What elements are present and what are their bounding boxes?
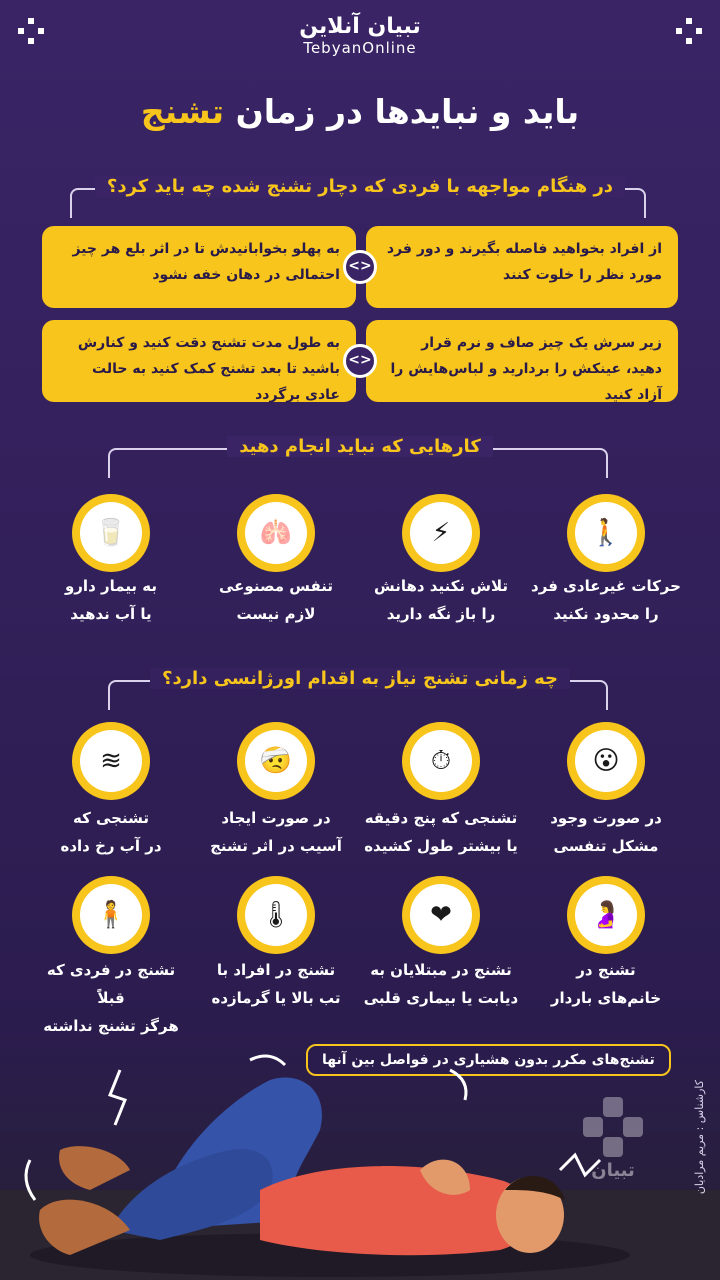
section1-heading: در هنگام مواجهه با فردی که دچار تشنج شده چه باید کرد؟ [0, 176, 720, 197]
arrows-icon: <> [343, 344, 377, 378]
water-waves-icon: ≋ [72, 722, 150, 800]
dont-label-4: به بیمار دارو یا آب ندهید [64, 577, 158, 623]
emergency-label-6: تشنج در مبتلایان به دیابت یا بیماری قلبی [363, 961, 519, 1007]
breathing-problem-icon: 😮 [567, 722, 645, 800]
emergency-label-8: تشنج در فردی که قبلاً هرگز تشنج نداشته [43, 961, 179, 1035]
water-glass-icon: 🥛 [72, 494, 150, 572]
heart-icon: ❤ [402, 876, 480, 954]
emergency-label-5: تشنج در خانم‌های باردار [550, 961, 662, 1007]
watermark-text: تبیان [591, 1160, 635, 1181]
pregnant-woman-icon: 🤰 [567, 876, 645, 954]
emergency-label-4: تشنجی که در آب رخ داده [60, 809, 162, 855]
logo-persian: تبیان آنلاین [299, 14, 421, 39]
site-logo [0, 14, 720, 57]
elderly-person-icon: 🧍 [72, 876, 150, 954]
repeated-seizures-tag: تشنج‌های مکرر بدون هشیاری در فواصل بین آنها [306, 1044, 671, 1076]
do-box-1-right: از افراد بخواهید فاصله بگیرند و دور فرد مورد نظر را خلوت کنند [366, 226, 678, 308]
arrows-icon: <> [343, 250, 377, 284]
dont-label-2: تلاش نکنید دهانش را باز نگه دارید [374, 577, 508, 623]
do-box-2-left: به طول مدت تشنج دقت کنید و کنارش باشید تا بعد تشنج کمک کنید به حالت عادی برگردد [42, 320, 356, 402]
dont-label-1: حرکات غیرعادی فرد را محدود نکنید [531, 577, 681, 623]
injury-icon: 🤕 [237, 722, 315, 800]
shoe-right [59, 1146, 130, 1190]
expert-credit: کارشناس : مریم مرادیان [693, 1080, 706, 1195]
page-title [0, 92, 720, 131]
dont-label-3: تنفس مصنوعی لازم نیست [219, 577, 333, 623]
emergency-label-3: در صورت ایجاد آسیب در اثر تشنج [210, 809, 342, 855]
section2-heading: کارهایی که نباید انجام دهید [0, 436, 720, 457]
do-box-1-left: به پهلو بخوابانیدش تا در اثر بلع هر چیز احتمالی در دهان خفه نشود [42, 226, 356, 308]
emergency-label-1: در صورت وجود مشکل تنفسی [550, 809, 662, 855]
cpr-icon: 🫁 [237, 494, 315, 572]
timer-icon: ⏱ [402, 722, 480, 800]
do-box-2-right: زیر سرش یک چیز صاف و نرم قرار دهید، عینکش را بردارید و لباس‌هایش را آزاد کنید [366, 320, 678, 402]
title-highlight: تشنج [140, 92, 225, 131]
convulsing-person-icon: ⚡ [402, 494, 480, 572]
walking-person-icon: 🚶 [567, 494, 645, 572]
torso [260, 1166, 530, 1255]
section3-heading: چه زمانی تشنج نیاز به اقدام اورژانسی دارد؟ [0, 668, 720, 689]
emergency-label-7: تشنج در افراد با تب بالا یا گرمازده [211, 961, 341, 1007]
emergency-label-2: تشنجی که پنج دقیقه یا بیشتر طول کشیده [364, 809, 518, 855]
watermark-logo-icon [578, 1092, 648, 1162]
thermometer-icon: 🌡 [237, 876, 315, 954]
logo-english: TebyanOnline [303, 39, 417, 57]
title-main: باید و نبایدها در زمان [235, 92, 580, 131]
